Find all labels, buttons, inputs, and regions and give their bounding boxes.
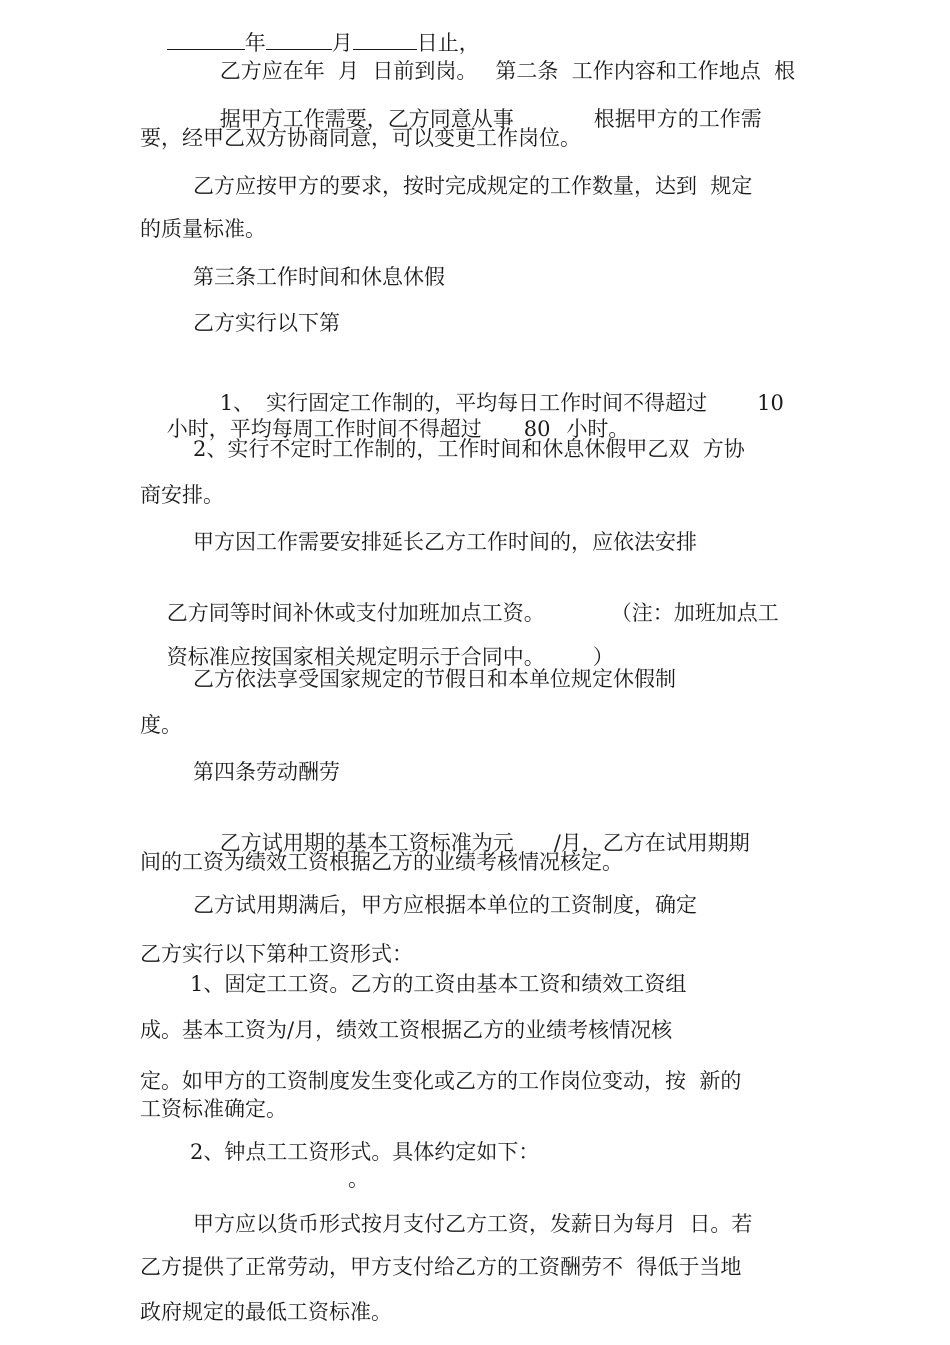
- text-line: 工资标准确定。: [140, 1097, 287, 1121]
- text-segment: 据甲方工作需要，乙方同意从事: [219, 107, 514, 131]
- text-segment: 小时。: [566, 417, 630, 441]
- text-segment: 日止，: [416, 31, 480, 55]
- article-heading: 第二条 工作内容和工作地点 根: [495, 59, 796, 83]
- text-line: 成。基本工资为/月，绩效工资根据乙方的业绩考核情况核: [140, 1018, 673, 1042]
- text-segment: 80: [523, 417, 551, 441]
- note-text: 资标准应按国家相关规定明示于合同中。: [166, 645, 545, 669]
- text-line: 乙方实行以下第: [193, 311, 340, 335]
- article-heading: 第四条劳动酬劳: [193, 760, 340, 784]
- text-segment: 乙方同等时间补休或支付加班加点工资。: [166, 601, 545, 625]
- text-segment: /月，乙方在试用期期: [553, 831, 750, 855]
- text-line: 度。: [140, 713, 182, 737]
- text-segment: 乙方应在年 月 日前到岗。: [219, 59, 478, 83]
- text-segment: 实行固定工作制的，平均每日工作时间不得超过: [266, 391, 708, 415]
- text-line: 乙方试用期满后，甲方应根据本单位的工资制度，确定: [193, 893, 697, 917]
- text-segment: 根据甲方的工作需: [593, 107, 762, 131]
- text-segment: 小时，平均每周工作时间不得超过: [166, 417, 482, 441]
- article-heading: 第三条工作时间和休息休假: [193, 265, 445, 289]
- text-line: 定。如甲方的工资制度发生变化或乙方的工作岗位变动，按 新的: [140, 1069, 742, 1093]
- text-line: 商安排。: [140, 483, 224, 507]
- note-text: （注：加班加点工: [610, 601, 779, 625]
- text-line: 2、钟点工工资形式。具体约定如下：: [190, 1140, 540, 1164]
- text-line: 的质量标准。: [140, 217, 266, 241]
- text-segment: 乙方试用期的基本工资标准为元: [219, 831, 514, 855]
- text-segment: 月: [331, 31, 353, 55]
- text-line: 2、实行不定时工作制的，工作时间和休息休假甲乙双 方协: [193, 437, 745, 461]
- text-line: 间的工资为绩效工资根据乙方的业绩考核情况核定。: [140, 850, 623, 874]
- list-number: 1、: [219, 391, 255, 415]
- text-line: 政府规定的最低工资标准。: [140, 1300, 392, 1324]
- text-line: 要，经甲乙双方协商同意，可以变更工作岗位。: [140, 126, 581, 150]
- text-line: 。: [348, 1167, 369, 1191]
- text-line: 乙方提供了正常劳动，甲方支付给乙方的工资酬劳不 得低于当地: [140, 1255, 742, 1279]
- text-line: 甲方因工作需要安排延长乙方工作时间的，应依法安排: [193, 530, 697, 554]
- text-segment: 10: [757, 391, 784, 415]
- text-line: 乙方实行以下第种工资形式：: [140, 942, 413, 966]
- text-line: 1、固定工工资。乙方的工资由基本工资和绩效工资组: [190, 972, 687, 996]
- text-line: 乙方应按甲方的要求，按时完成规定的工作数量，达到 规定: [193, 174, 753, 198]
- text-segment: 年: [244, 31, 266, 55]
- note-text: ）: [592, 645, 614, 669]
- text-line: 乙方依法享受国家规定的节假日和本单位规定休假制: [193, 667, 676, 691]
- text-line: 甲方应以货币形式按月支付乙方工资，发薪日为每月 日。若: [193, 1212, 753, 1236]
